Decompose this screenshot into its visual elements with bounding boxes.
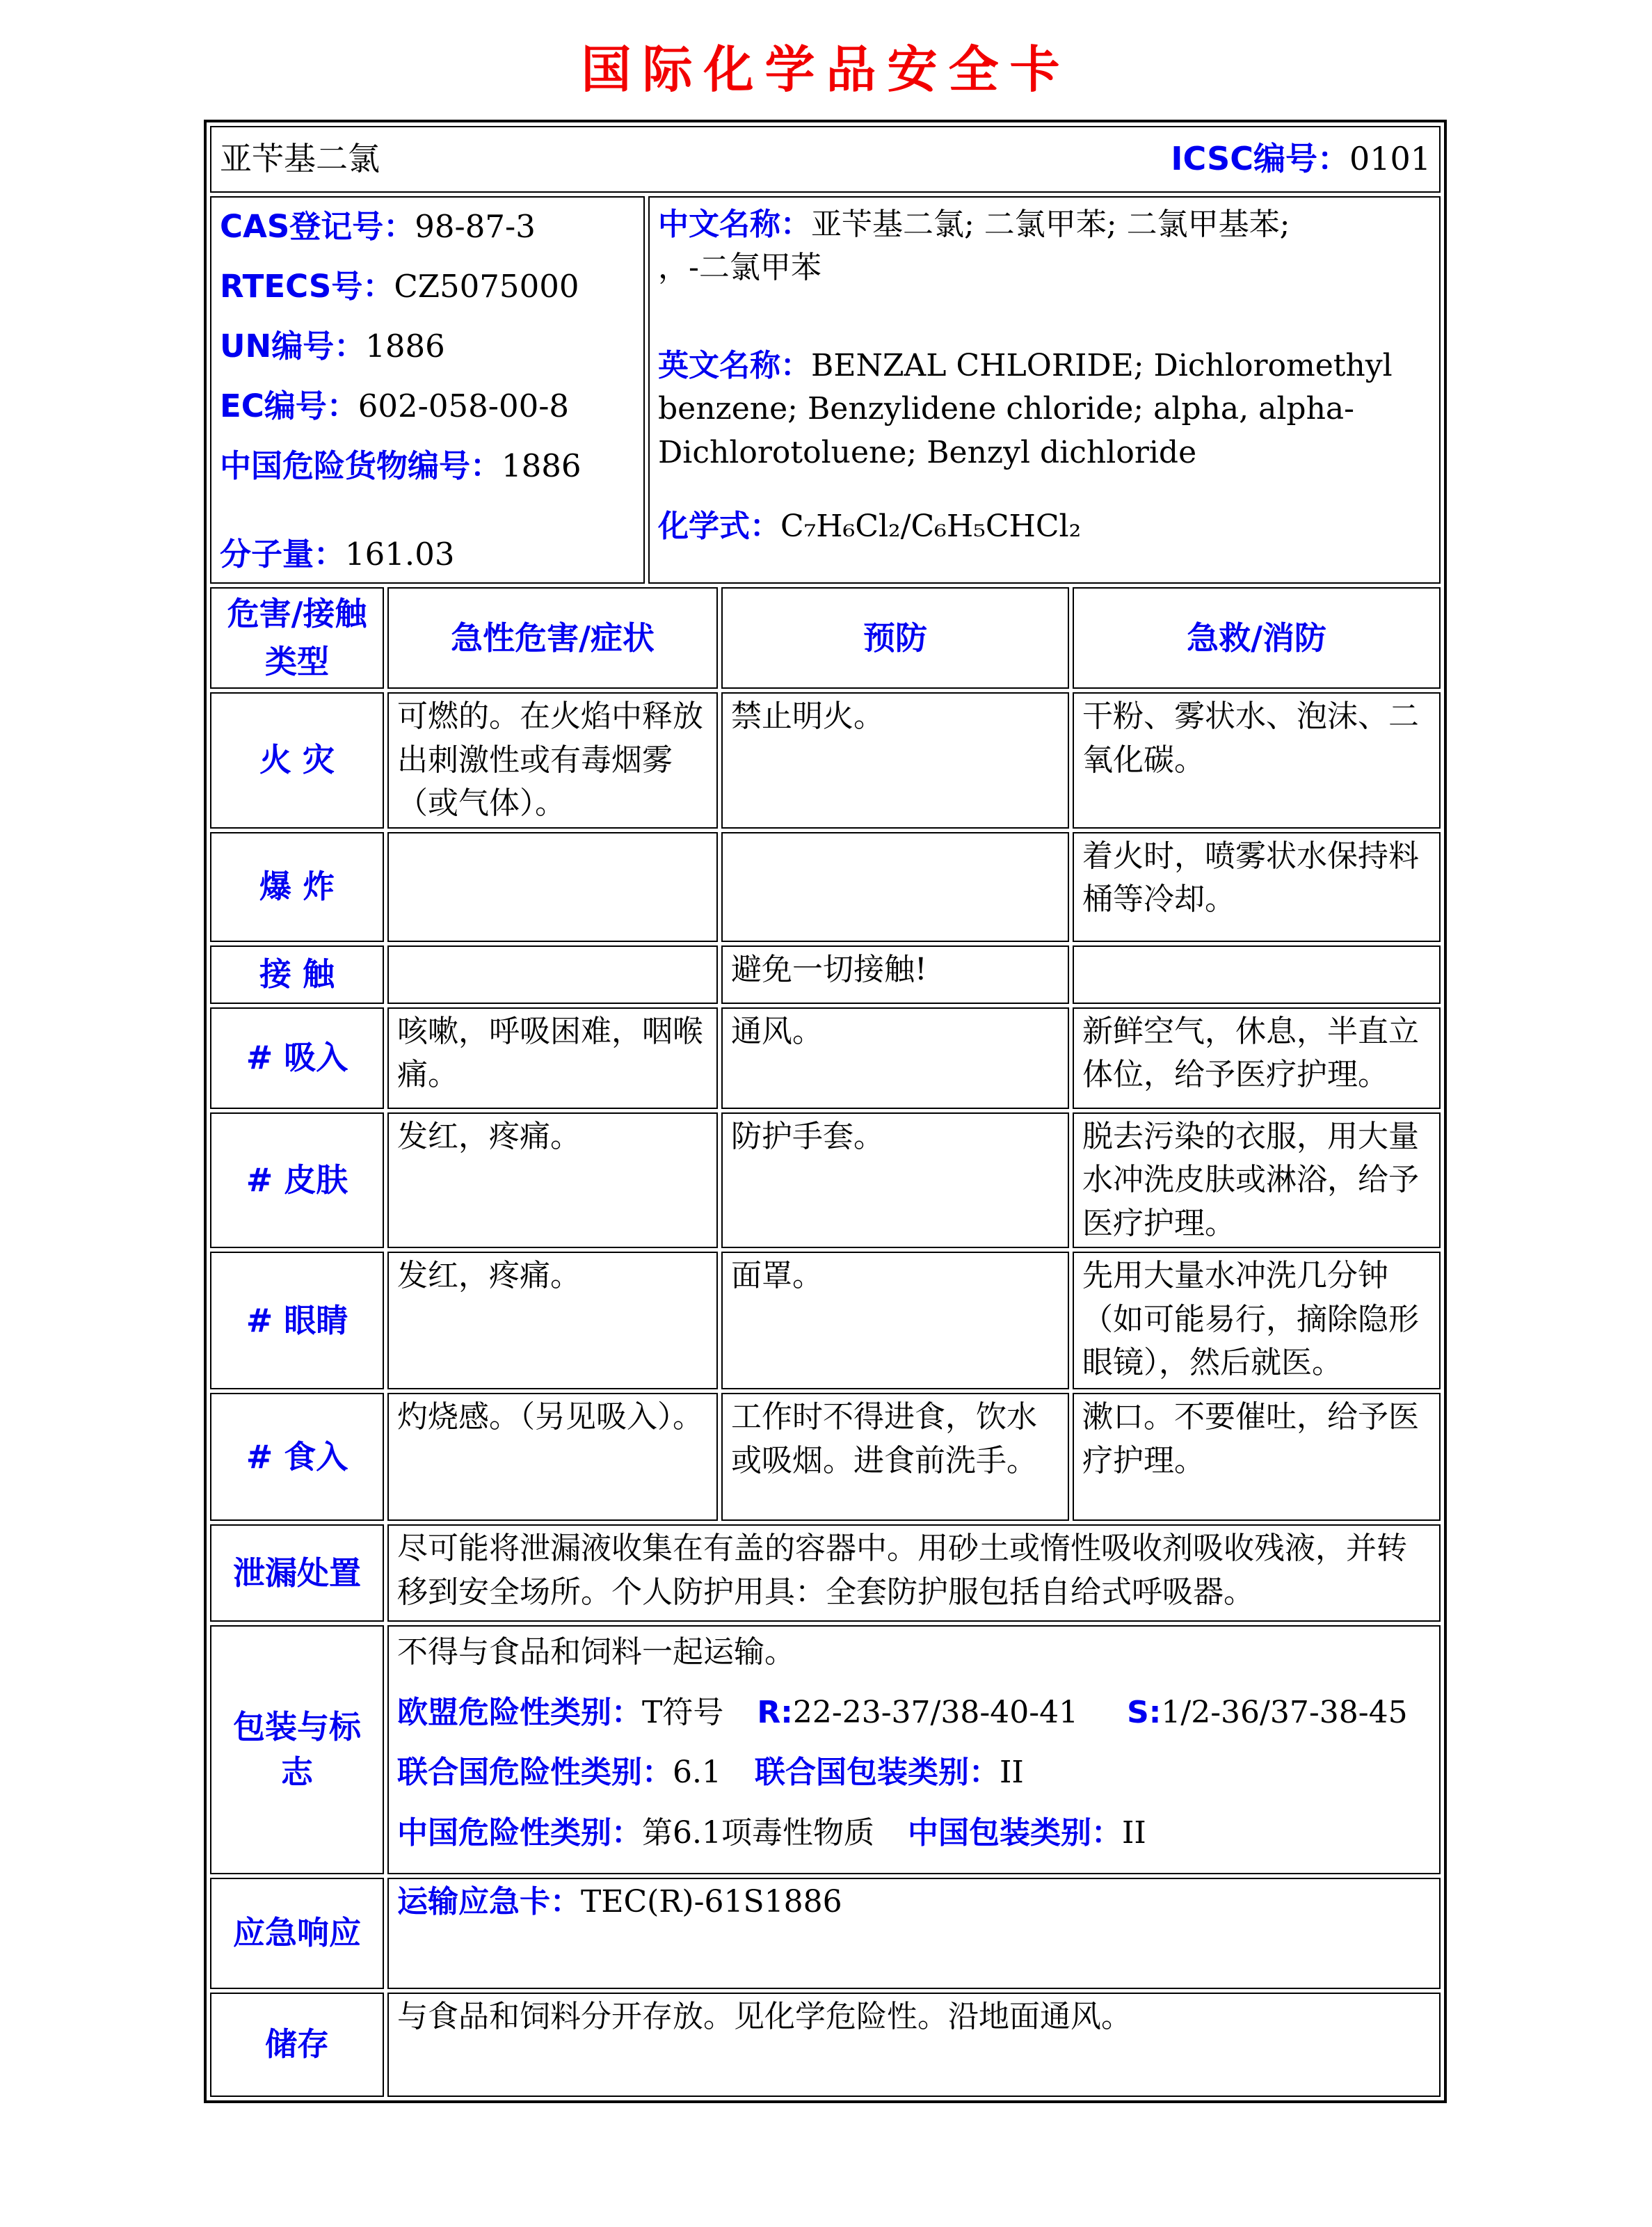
- cas-number-line: [220, 205, 635, 249]
- skin-row-label: # 皮肤: [210, 1112, 384, 1248]
- chinese-name-block: [658, 203, 1431, 290]
- skin-symptoms-cell: 发红，疼痛。: [387, 1112, 718, 1248]
- spill-row: [210, 1524, 1441, 1622]
- inhalation-row-label: # 吸入: [210, 1007, 384, 1109]
- hazard-row-skin: [210, 1112, 1441, 1248]
- eyes-response-cell: 先用大量水冲洗几分钟（如可能易行，摘除隐形眼镜），然后就医。: [1073, 1252, 1441, 1389]
- ec-number-line: [220, 384, 635, 429]
- chemical-formula-line: [658, 505, 1431, 548]
- contact-response-cell: [1073, 945, 1441, 1004]
- ec-number-label: EC编号：: [220, 387, 358, 424]
- emergency-content-cell: [387, 1878, 1441, 1989]
- fire-prevention-cell: 禁止明火。: [721, 692, 1069, 828]
- cn-packing-group-label: 中国包装类别：: [907, 1814, 1122, 1851]
- ingestion-response-cell: 漱口。不要催吐，给予医疗护理。: [1073, 1393, 1441, 1521]
- header-hazard-type: 危害/接触类型: [210, 587, 384, 689]
- packaging-transport-note: 不得与食品和饲料一起运输。: [397, 1634, 795, 1670]
- cas-number-label: CAS登记号：: [220, 208, 415, 245]
- page-title: 国际化学品安全卡: [581, 40, 1071, 99]
- chinese-name-value-line2: ，-二氯甲苯: [658, 250, 821, 286]
- rtecs-number-label: RTECS号：: [220, 267, 394, 305]
- chinese-name-value: 亚苄基二氯; 二氯甲苯; 二氯甲基苯;: [811, 207, 1290, 242]
- cn-hazard-class-value: 第6.1项毒性物质: [642, 1814, 874, 1851]
- un-hazard-class-label: 联合国危险性类别：: [397, 1755, 673, 1791]
- icsc-number: [1171, 136, 1431, 182]
- fire-row-label: 火 灾: [210, 692, 384, 828]
- ingestion-row-label: # 食入: [210, 1393, 384, 1521]
- transport-emergency-card-value: TEC(R)-61S1886: [581, 1884, 842, 1920]
- eu-hazard-class-line: [397, 1691, 1431, 1734]
- eyes-prevention-cell: 面罩。: [721, 1252, 1069, 1389]
- eyes-symptoms-cell: 发红，疼痛。: [387, 1252, 718, 1389]
- spill-row-label: 泄漏处置: [210, 1524, 384, 1622]
- identification-cell: [210, 196, 645, 584]
- hazard-row-ingestion: [210, 1393, 1441, 1521]
- molecular-weight-line: [220, 532, 635, 577]
- un-class-line: [397, 1751, 1431, 1794]
- contact-prevention-cell: 避免一切接触!: [721, 945, 1069, 1004]
- explosion-response-cell: 着火时，喷雾状水保持料桶等冷却。: [1073, 832, 1441, 942]
- china-dg-number-value: 1886: [502, 447, 582, 484]
- storage-row: [210, 1993, 1441, 2097]
- hazard-header-row: [210, 587, 1441, 689]
- hazard-row-inhalation: [210, 1007, 1441, 1109]
- explosion-prevention-cell: [721, 832, 1069, 942]
- english-name-label: 英文名称：: [658, 347, 811, 383]
- inhalation-symptoms-cell: 咳嗽，呼吸困难，咽喉痛。: [387, 1007, 718, 1109]
- molecular-weight-value: 161.03: [345, 536, 455, 573]
- ec-number-value: 602-058-00-8: [358, 387, 570, 424]
- transport-emergency-card-label: 运输应急卡：: [397, 1884, 581, 1920]
- hazard-row-contact: [210, 945, 1441, 1004]
- rtecs-number-line: [220, 264, 635, 309]
- skin-response-cell: 脱去污染的衣服，用大量水冲洗皮肤或淋浴，给予医疗护理。: [1073, 1112, 1441, 1248]
- un-number-label: UN编号：: [220, 327, 366, 365]
- hazard-row-fire: [210, 692, 1441, 828]
- china-dg-number-line: [220, 444, 635, 488]
- un-packing-group-label: 联合国包装类别：: [754, 1755, 1000, 1791]
- ingestion-symptoms-cell: 灼烧感。（另见吸入）。: [387, 1393, 718, 1521]
- explosion-row-label: 爆 炸: [210, 832, 384, 942]
- english-name-value: BENZAL CHLORIDE; Dichloromethyl benzene; Benzylidene chloride; alpha, alpha-Dichlorotoluene; Benzyl dichloride: [658, 347, 1393, 470]
- skin-prevention-cell: 防护手套。: [721, 1112, 1069, 1248]
- icsc-number-label: ICSC编号：: [1171, 140, 1349, 178]
- packaging-row: [210, 1625, 1441, 1874]
- un-number-line: [220, 324, 635, 369]
- r-phrases-label: R:: [757, 1694, 793, 1730]
- s-phrases-label: S:: [1127, 1694, 1162, 1730]
- name-row-cell: [210, 126, 1441, 193]
- fire-response-cell: 干粉、雾状水、泡沫、二氧化碳。: [1073, 692, 1441, 828]
- english-name-block: [658, 344, 1431, 474]
- header-first-aid: 急救/消防: [1073, 587, 1441, 689]
- molecular-weight-label: 分子量：: [220, 536, 346, 573]
- name-flex: [220, 136, 1431, 182]
- emergency-row: [210, 1878, 1441, 1989]
- eyes-row-label: # 眼睛: [210, 1252, 384, 1389]
- eu-hazard-class-value: T符号: [642, 1694, 724, 1730]
- un-packing-group-value: II: [999, 1755, 1024, 1791]
- hazard-row-eyes: [210, 1252, 1441, 1389]
- inhalation-prevention-cell: 通风。: [721, 1007, 1069, 1109]
- china-dg-number-label: 中国危险货物编号：: [220, 447, 502, 484]
- spill-text-cell: 尽可能将泄漏液收集在有盖的容器中。用砂土或惰性吸收剂吸收残液，并转移到安全场所。个人防护用具：全套防护服包括自给式呼吸器。: [387, 1524, 1441, 1622]
- eu-hazard-class-label: 欧盟危险性类别：: [397, 1694, 642, 1730]
- un-number-value: 1886: [365, 327, 445, 365]
- chemical-formula-value: C₇H₆Cl₂/C₆H₅CHCl₂: [780, 509, 1082, 545]
- ingestion-prevention-cell: 工作时不得进食，饮水或吸烟。进食前洗手。: [721, 1393, 1069, 1521]
- cn-class-line: [397, 1812, 1431, 1855]
- cn-hazard-class-label: 中国危险性类别：: [397, 1814, 642, 1851]
- identification-row: [210, 196, 1441, 584]
- header-acute-symptoms: 急性危害/症状: [387, 587, 718, 689]
- chemical-formula-label: 化学式：: [658, 509, 780, 545]
- inhalation-response-cell: 新鲜空气，休息，半直立体位，给予医疗护理。: [1073, 1007, 1441, 1109]
- substance-name: 亚苄基二氯: [220, 140, 380, 178]
- chinese-name-label: 中文名称：: [658, 207, 811, 242]
- icsc-number-value: 0101: [1349, 140, 1432, 178]
- explosion-symptoms-cell: [387, 832, 718, 942]
- contact-row-label: 接 触: [210, 945, 384, 1004]
- emergency-row-label: 应急响应: [210, 1878, 384, 1989]
- contact-symptoms-cell: [387, 945, 718, 1004]
- safety-card-table: [204, 120, 1447, 2103]
- fire-symptoms-cell: 可燃的。在火焰中释放出刺激性或有毒烟雾（或气体）。: [387, 692, 718, 828]
- cn-packing-group-value: II: [1121, 1814, 1146, 1851]
- packaging-row-label: 包装与标志: [210, 1625, 384, 1874]
- rtecs-number-value: CZ5075000: [394, 267, 579, 305]
- un-hazard-class-value: 6.1: [673, 1755, 721, 1791]
- hazard-row-explosion: [210, 832, 1441, 942]
- r-phrases-value: 22-23-37/38-40-41: [792, 1694, 1079, 1730]
- storage-row-label: 储存: [210, 1993, 384, 2097]
- cas-number-value: 98-87-3: [415, 208, 536, 245]
- storage-text-cell: 与食品和饲料分开存放。见化学危险性。沿地面通风。: [387, 1993, 1441, 2097]
- name-row: [210, 126, 1441, 193]
- s-phrases-value: 1/2-36/37-38-45: [1161, 1694, 1408, 1730]
- header-prevention: 预防: [721, 587, 1069, 689]
- names-cell: [648, 196, 1441, 584]
- packaging-content-cell: [387, 1625, 1441, 1874]
